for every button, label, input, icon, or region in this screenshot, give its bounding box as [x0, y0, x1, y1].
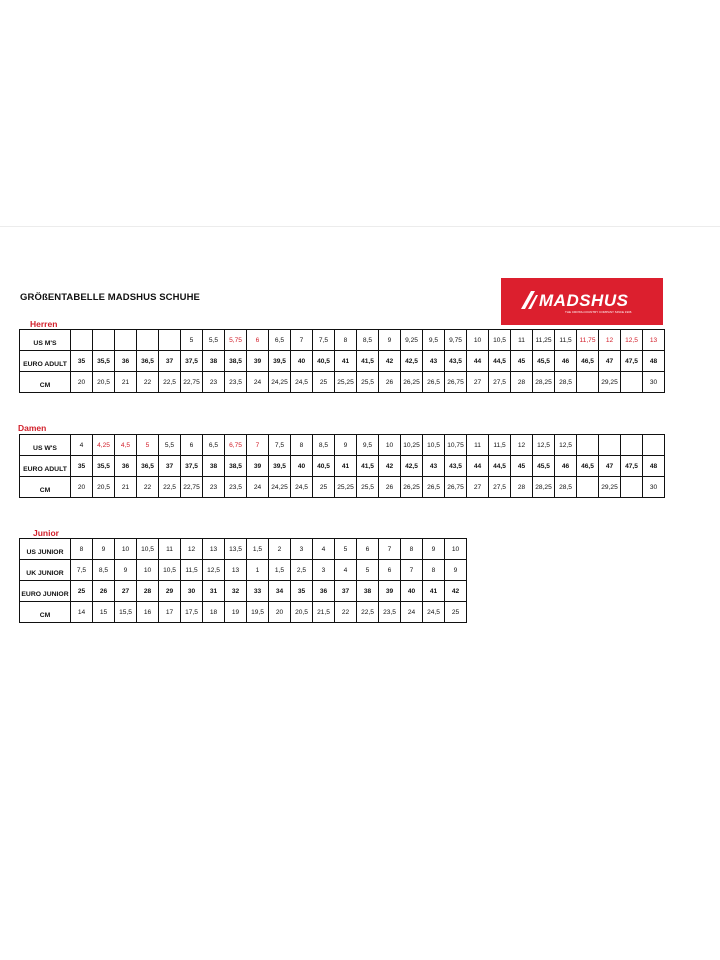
size-cell: 12,5 [203, 560, 225, 581]
size-cell: 39 [379, 581, 401, 602]
size-cell: 24 [401, 602, 423, 623]
size-cell: 26,5 [423, 372, 445, 393]
size-cell: 24,25 [269, 372, 291, 393]
size-cell: 10,75 [445, 435, 467, 456]
size-cell [621, 372, 643, 393]
size-cell: 25 [445, 602, 467, 623]
size-cell: 44,5 [489, 456, 511, 477]
size-cell: 12 [181, 539, 203, 560]
size-cell: 13 [643, 330, 665, 351]
size-cell: 12,5 [621, 330, 643, 351]
size-cell: 12,5 [555, 435, 577, 456]
size-cell: 42 [379, 351, 401, 372]
size-cell: 4,5 [115, 435, 137, 456]
size-cell [599, 435, 621, 456]
size-cell: 7 [379, 539, 401, 560]
size-cell: 11,75 [577, 330, 599, 351]
size-cell: 28 [511, 372, 533, 393]
size-row [20, 581, 467, 602]
size-cell: 44,5 [489, 351, 511, 372]
size-cell: 19,5 [247, 602, 269, 623]
size-cell: 11 [511, 330, 533, 351]
size-cell: 7 [247, 435, 269, 456]
size-cell: 23 [203, 372, 225, 393]
size-cell: 7,5 [269, 435, 291, 456]
size-cell: 23,5 [225, 372, 247, 393]
size-cell: 5,5 [159, 435, 181, 456]
size-row [20, 560, 467, 581]
size-cell: 46,5 [577, 351, 599, 372]
size-cell: 6,5 [269, 330, 291, 351]
size-cell: 8 [401, 539, 423, 560]
size-cell: 28 [137, 581, 159, 602]
size-cell: 16 [137, 602, 159, 623]
size-cell: 25,5 [357, 477, 379, 498]
madshus-logo-graphic [501, 278, 663, 325]
size-cell: 6 [379, 560, 401, 581]
size-cell: 41 [335, 351, 357, 372]
size-cell [643, 435, 665, 456]
size-cell: 47,5 [621, 351, 643, 372]
size-cell: 6,75 [225, 435, 247, 456]
size-cell: 15,5 [115, 602, 137, 623]
size-cell: 7,5 [71, 560, 93, 581]
size-cell: 36 [115, 456, 137, 477]
size-cell: 4 [71, 435, 93, 456]
size-cell: 9 [445, 560, 467, 581]
size-cell: 11 [159, 539, 181, 560]
size-cell: 25 [313, 372, 335, 393]
size-cell: 5,5 [203, 330, 225, 351]
size-cell: 5 [137, 435, 159, 456]
size-cell: 47 [599, 456, 621, 477]
logo-tagline: THE CROSS-COUNTRY COMPANY SINCE 1906 [565, 310, 632, 314]
size-cell: 17,5 [181, 602, 203, 623]
size-cell [621, 435, 643, 456]
size-cell: 38,5 [225, 351, 247, 372]
size-cell: 24 [247, 372, 269, 393]
size-cell: 7 [401, 560, 423, 581]
size-cell: 37 [335, 581, 357, 602]
size-cell: 27 [467, 372, 489, 393]
size-cell: 10,5 [489, 330, 511, 351]
size-cell: 23 [203, 477, 225, 498]
size-cell: 32 [225, 581, 247, 602]
size-cell: 10 [445, 539, 467, 560]
size-cell: 35 [71, 351, 93, 372]
size-cell: 35,5 [93, 456, 115, 477]
size-cell: 9,5 [357, 435, 379, 456]
size-cell: 28,5 [555, 372, 577, 393]
size-cell: 14 [71, 602, 93, 623]
size-cell: 36 [115, 351, 137, 372]
size-cell [137, 330, 159, 351]
size-cell: 5,75 [225, 330, 247, 351]
size-cell: 24,5 [291, 477, 313, 498]
section-label-damen: Damen [18, 423, 47, 433]
size-cell: 11,25 [533, 330, 555, 351]
size-cell [159, 330, 181, 351]
size-cell: 20 [71, 372, 93, 393]
size-cell: 4 [313, 539, 335, 560]
size-row [20, 456, 665, 477]
size-cell: 5 [357, 560, 379, 581]
size-cell: 45 [511, 456, 533, 477]
madshus-logo [501, 278, 663, 325]
size-cell: 9,75 [445, 330, 467, 351]
size-cell: 28,5 [555, 477, 577, 498]
row-label: CM [20, 372, 71, 393]
size-cell: 9 [423, 539, 445, 560]
size-row [20, 539, 467, 560]
size-cell: 5 [181, 330, 203, 351]
size-cell: 43 [423, 351, 445, 372]
size-cell: 26,25 [401, 477, 423, 498]
size-cell: 13,5 [225, 539, 247, 560]
size-cell: 13 [203, 539, 225, 560]
size-cell: 40,5 [313, 351, 335, 372]
size-cell: 30 [643, 477, 665, 498]
size-cell: 11 [467, 435, 489, 456]
size-cell: 2 [269, 539, 291, 560]
size-cell: 29 [159, 581, 181, 602]
size-row [20, 477, 665, 498]
size-cell: 6 [247, 330, 269, 351]
size-cell: 42 [445, 581, 467, 602]
size-cell: 37 [159, 456, 181, 477]
size-table-junior [19, 538, 467, 623]
size-cell: 25,25 [335, 372, 357, 393]
size-cell: 37,5 [181, 351, 203, 372]
size-cell [621, 477, 643, 498]
size-cell: 5 [335, 539, 357, 560]
size-cell: 8,5 [357, 330, 379, 351]
size-cell: 36,5 [137, 351, 159, 372]
size-cell: 8,5 [313, 435, 335, 456]
size-cell: 46,5 [577, 456, 599, 477]
size-cell: 22,5 [159, 372, 181, 393]
size-cell: 10 [467, 330, 489, 351]
size-cell: 9 [93, 539, 115, 560]
size-cell: 27 [467, 477, 489, 498]
size-cell: 41 [423, 581, 445, 602]
size-cell: 31 [203, 581, 225, 602]
size-cell: 17 [159, 602, 181, 623]
size-cell: 20 [269, 602, 291, 623]
size-cell: 8,5 [93, 560, 115, 581]
size-cell: 24 [247, 477, 269, 498]
row-label: US M'S [20, 330, 71, 351]
size-cell: 21,5 [313, 602, 335, 623]
size-cell: 22,5 [357, 602, 379, 623]
size-cell: 22,5 [159, 477, 181, 498]
row-label: EURO JUNIOR [20, 581, 71, 602]
row-label: EURO ADULT [20, 456, 71, 477]
row-label: US JUNIOR [20, 539, 71, 560]
size-cell: 3 [291, 539, 313, 560]
size-cell: 9 [335, 435, 357, 456]
size-cell: 9,5 [423, 330, 445, 351]
size-cell: 21 [115, 372, 137, 393]
size-cell: 27 [115, 581, 137, 602]
row-label: US W'S [20, 435, 71, 456]
section-label-herren: Herren [30, 319, 58, 329]
size-cell: 11,5 [181, 560, 203, 581]
size-cell: 1,5 [247, 539, 269, 560]
size-cell: 22,75 [181, 372, 203, 393]
row-label: CM [20, 602, 71, 623]
size-cell: 22 [335, 602, 357, 623]
size-cell: 19 [225, 602, 247, 623]
size-cell: 26,75 [445, 372, 467, 393]
size-cell: 46 [555, 456, 577, 477]
size-cell: 8 [335, 330, 357, 351]
size-cell: 44 [467, 351, 489, 372]
size-cell: 41,5 [357, 351, 379, 372]
top-separator-line [0, 226, 720, 227]
size-cell: 10 [137, 560, 159, 581]
size-cell: 25,5 [357, 372, 379, 393]
size-cell [71, 330, 93, 351]
size-cell: 39,5 [269, 456, 291, 477]
size-cell: 36 [313, 581, 335, 602]
size-cell: 36,5 [137, 456, 159, 477]
size-cell: 28,25 [533, 372, 555, 393]
size-cell: 45 [511, 351, 533, 372]
size-cell: 11,5 [555, 330, 577, 351]
size-cell: 24,5 [423, 602, 445, 623]
size-cell: 45,5 [533, 351, 555, 372]
size-cell: 23,5 [379, 602, 401, 623]
size-cell: 7,5 [313, 330, 335, 351]
size-cell: 10 [379, 435, 401, 456]
size-cell: 20,5 [291, 602, 313, 623]
size-cell: 22 [137, 477, 159, 498]
size-cell [577, 372, 599, 393]
size-cell: 45,5 [533, 456, 555, 477]
size-cell: 10,5 [159, 560, 181, 581]
size-cell: 42,5 [401, 351, 423, 372]
size-cell: 24,25 [269, 477, 291, 498]
size-cell: 39 [247, 351, 269, 372]
size-cell: 15 [93, 602, 115, 623]
size-cell: 10,25 [401, 435, 423, 456]
size-cell: 8 [423, 560, 445, 581]
size-cell: 37,5 [181, 456, 203, 477]
size-cell: 6 [357, 539, 379, 560]
size-cell: 18 [203, 602, 225, 623]
size-cell: 39,5 [269, 351, 291, 372]
size-cell [577, 477, 599, 498]
logo-wordmark: MADSHUS [539, 291, 629, 310]
size-cell: 12,5 [533, 435, 555, 456]
size-cell: 12 [599, 330, 621, 351]
size-cell: 3 [313, 560, 335, 581]
size-cell: 6 [181, 435, 203, 456]
size-cell: 1,5 [269, 560, 291, 581]
row-label: EURO ADULT [20, 351, 71, 372]
size-cell: 11,5 [489, 435, 511, 456]
size-cell: 26 [379, 372, 401, 393]
size-cell: 35,5 [93, 351, 115, 372]
size-cell: 48 [643, 351, 665, 372]
size-cell: 4,25 [93, 435, 115, 456]
size-cell: 9 [379, 330, 401, 351]
size-cell: 24,5 [291, 372, 313, 393]
size-cell: 10,5 [423, 435, 445, 456]
size-cell: 25 [71, 581, 93, 602]
size-cell: 35 [71, 456, 93, 477]
size-cell: 6,5 [203, 435, 225, 456]
size-cell: 26,75 [445, 477, 467, 498]
size-cell: 20 [71, 477, 93, 498]
size-cell: 27,5 [489, 372, 511, 393]
size-cell: 25,25 [335, 477, 357, 498]
size-cell: 26 [379, 477, 401, 498]
size-cell: 46 [555, 351, 577, 372]
size-row [20, 435, 665, 456]
size-cell: 20,5 [93, 372, 115, 393]
size-cell [577, 435, 599, 456]
size-cell: 48 [643, 456, 665, 477]
size-cell: 41,5 [357, 456, 379, 477]
size-cell: 25 [313, 477, 335, 498]
size-cell: 29,25 [599, 372, 621, 393]
size-cell: 38 [203, 351, 225, 372]
size-cell: 33 [247, 581, 269, 602]
size-cell: 42,5 [401, 456, 423, 477]
size-cell: 47,5 [621, 456, 643, 477]
size-cell: 43 [423, 456, 445, 477]
size-cell: 34 [269, 581, 291, 602]
size-cell: 44 [467, 456, 489, 477]
size-cell: 8 [71, 539, 93, 560]
size-cell: 37 [159, 351, 181, 372]
size-cell: 22,75 [181, 477, 203, 498]
size-row [20, 372, 665, 393]
size-cell: 20,5 [93, 477, 115, 498]
section-label-junior: Junior [33, 528, 59, 538]
size-cell: 26,25 [401, 372, 423, 393]
size-cell: 41 [335, 456, 357, 477]
size-cell: 40 [291, 456, 313, 477]
size-cell: 4 [335, 560, 357, 581]
size-cell: 35 [291, 581, 313, 602]
size-cell: 39 [247, 456, 269, 477]
size-cell: 29,25 [599, 477, 621, 498]
size-cell: 40,5 [313, 456, 335, 477]
size-cell: 23,5 [225, 477, 247, 498]
size-cell: 27,5 [489, 477, 511, 498]
size-cell: 47 [599, 351, 621, 372]
size-cell: 42 [379, 456, 401, 477]
size-table-damen [19, 434, 665, 498]
size-cell: 28 [511, 477, 533, 498]
row-label: CM [20, 477, 71, 498]
size-cell: 43,5 [445, 351, 467, 372]
size-cell: 38 [203, 456, 225, 477]
size-row [20, 351, 665, 372]
size-cell: 9,25 [401, 330, 423, 351]
size-row [20, 602, 467, 623]
size-cell: 7 [291, 330, 313, 351]
size-cell: 28,25 [533, 477, 555, 498]
size-cell: 12 [511, 435, 533, 456]
size-cell: 40 [291, 351, 313, 372]
size-cell: 21 [115, 477, 137, 498]
document-title: GRÖßENTABELLE MADSHUS SCHUHE [20, 292, 200, 303]
size-cell: 2,5 [291, 560, 313, 581]
size-cell: 22 [137, 372, 159, 393]
size-cell [93, 330, 115, 351]
size-cell: 8 [291, 435, 313, 456]
size-cell: 38 [357, 581, 379, 602]
size-cell: 13 [225, 560, 247, 581]
size-cell [115, 330, 137, 351]
size-row [20, 330, 665, 351]
row-label: UK JUNIOR [20, 560, 71, 581]
size-cell: 10,5 [137, 539, 159, 560]
size-cell: 30 [181, 581, 203, 602]
size-cell: 30 [643, 372, 665, 393]
size-cell: 10 [115, 539, 137, 560]
size-cell: 26 [93, 581, 115, 602]
size-cell: 9 [115, 560, 137, 581]
size-cell: 1 [247, 560, 269, 581]
size-cell: 26,5 [423, 477, 445, 498]
size-cell: 38,5 [225, 456, 247, 477]
size-table-herren [19, 329, 665, 393]
size-cell: 43,5 [445, 456, 467, 477]
size-cell: 40 [401, 581, 423, 602]
